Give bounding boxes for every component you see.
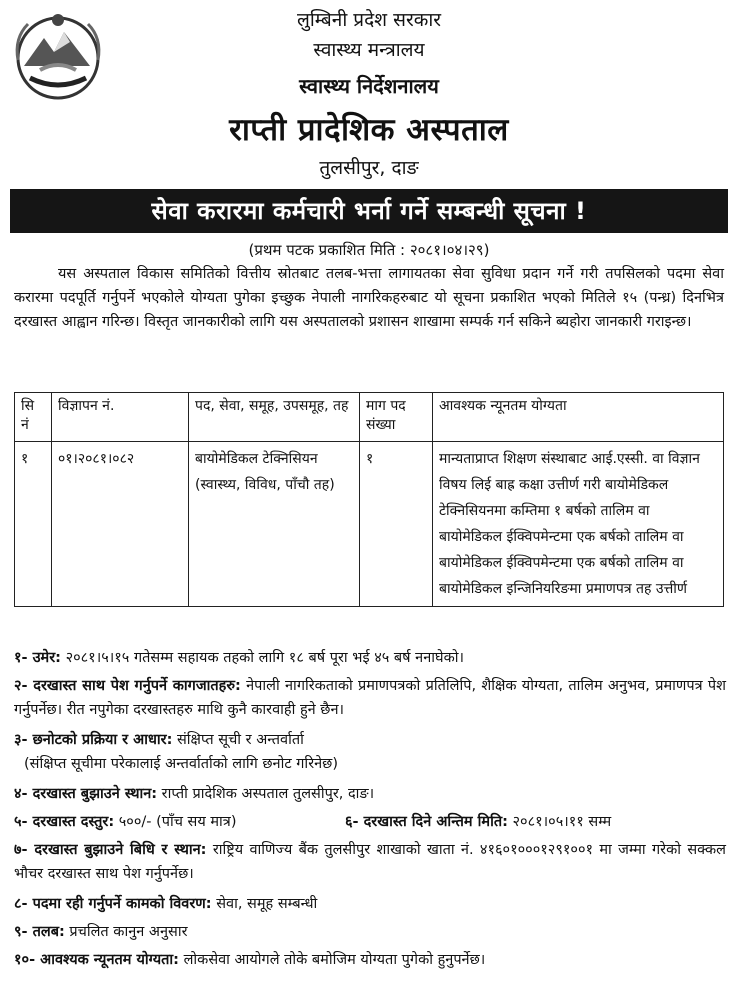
cell-post: बायोमेडिकल टेक्निसियन (स्वास्थ्य, विविध, पाँचौ तह) [189, 442, 360, 607]
publish-date: (प्रथम पटक प्रकाशित मिति : २०८१।०४।२९) [248, 241, 490, 259]
item-label: १- उमेर: [14, 650, 61, 666]
item-label: २- दरखास्त साथ पेश गर्नुपर्ने कागजातहरु: [14, 678, 241, 694]
header-demand: माग पद संख्या [360, 393, 433, 442]
item-duties [14, 892, 726, 916]
item-submit-place [14, 782, 726, 806]
item-label: ९- तलब: [14, 924, 65, 940]
header-sn: सि नं [15, 393, 52, 442]
item-text: ५००/- (पाँच सय मात्र) [118, 814, 237, 830]
item-label: ६- दरखास्त दिने अन्तिम मिति: [345, 814, 508, 830]
vacancy-table [14, 392, 724, 607]
intro-paragraph: यस अस्पताल विकास समितिको वित्तीय स्रोतबाट तलब-भत्ता लागायतका सेवा सुविधा प्रदान गर्ने गरी तपसिलको पदमा सेवा करारमा पदपूर्ति गर्नुपर्ने भएकोले योग्यता पुगेका इच्छुक नेपाली नागरिकहरुबाट यो सूचना प्रकाशित भएको मितिले १५ (पन्ध्र) दिनभित्र दरखास्त आह्वान गरिन्छ। विस्तृत जानकारीको लागि यस अस्पतालको प्रशासन शाखामा सम्पर्क गर्न सकिने ब्यहोरा जानकारी गराइन्छ। [14, 266, 724, 330]
hospital-name: राप्ती प्रादेशिक अस्पताल [229, 112, 509, 148]
table-header-row [15, 393, 724, 442]
item-label: ७- दरखास्त बुझाउने बिधि र स्थान: [14, 842, 207, 858]
item-text: प्रचलित कानुन अनुसार [69, 924, 188, 940]
government-name: लुम्बिनी प्रदेश सरकार [296, 9, 442, 31]
item-text: सेवा, समूह सम्बन्धी [216, 896, 318, 912]
cell-sn: १ [15, 442, 52, 607]
notice-title: सेवा करारमा कर्मचारी भर्ना गर्ने सम्बन्धी सूचना ! [10, 189, 728, 233]
header-post: पद, सेवा, समूह, उपसमूह, तह [189, 393, 360, 442]
item-label: ५- दरखास्त दस्तुर: [14, 814, 115, 830]
item-text: २०८१।०५।११ सम्म [512, 814, 612, 830]
ministry-name: स्वास्थ्य मन्त्रालय [313, 39, 425, 61]
item-age [14, 646, 726, 670]
hospital-location: तुलसीपुर, दाङ [319, 157, 419, 179]
item-method [14, 838, 726, 886]
item-selection-note: (संक्षिप्त सूचीमा परेकालाई अन्तर्वार्ताको लागि छनोट गरिनेछ) [24, 756, 338, 772]
cell-adv-no: ०१।२०८१।०८२ [52, 442, 189, 607]
item-text: नेपाली नागरिकताको प्रमाणपत्रको प्रतिलिपि, शैक्षिक योग्यता, तालिम अनुभव, प्रमाणपत्र पेश गर्नुपर्नेछ। रीत नपुगेका दरखास्तहरु माथि कुनै कारवाही हुने छैन। [14, 678, 727, 718]
item-salary [14, 920, 726, 944]
item-min-qualification [14, 948, 726, 972]
item-text: राष्ट्रिय वाणिज्य बैंक तुलसीपुर शाखाको खाता नं. ४१६०१०००१२९१००१ मा जम्मा गरेको सक्कल भौचर दरखास्त साथ पेश गर्नुपर्नेछ। [14, 842, 727, 882]
item-label: १०- आवश्यक न्यूनतम योग्यता: [14, 952, 179, 968]
header-adv-no: विज्ञापन नं. [52, 393, 189, 442]
item-text: २०८१।५।१५ गतेसम्म सहायक तहको लागि १८ बर्ष पूरा भई ४५ बर्ष ननाघेको। [65, 650, 464, 666]
item-selection [14, 728, 726, 752]
table-row [15, 442, 724, 607]
cell-qualification: मान्यताप्राप्त शिक्षण संस्थाबाट आई.एस्सी. वा विज्ञान विषय लिई बाह्र कक्षा उत्तीर्ण गरी बायोमेडिकल टेक्निसियनमा कम्तिमा १ बर्षको तालिम वा बायोमेडिकल ईक्विपमेन्टमा एक बर्षको तालिम वा बायोमेडिकल ईक्विपमेन्टमा एक बर्षको तालिम वा बायोमेडिकल इन्जिनियरिङमा प्रमाणपत्र तह उत्तीर्ण [433, 442, 724, 607]
item-label: ४- दरखास्त बुझाउने स्थान: [14, 786, 158, 802]
header-qualification: आवश्यक न्यूनतम योग्यता [433, 393, 724, 442]
item-deadline [345, 810, 611, 834]
item-documents [14, 674, 726, 722]
item-label: ८- पदमा रही गर्नुपर्ने कामको विवरण: [14, 896, 212, 912]
item-label: ३- छनोटको प्रक्रिया र आधार: [14, 732, 173, 748]
cell-demand: १ [360, 442, 433, 607]
item-text: संक्षिप्त सूची र अन्तर्वार्ता [177, 732, 304, 748]
item-text: राप्ती प्रादेशिक अस्पताल तुलसीपुर, दाङ। [161, 786, 375, 802]
directorate-name: स्वास्थ्य निर्देशनालय [299, 74, 439, 98]
item-text: लोकसेवा आयोगले तोके बमोजिम योग्यता पुगेको हुनुपर्नेछ। [183, 952, 486, 968]
